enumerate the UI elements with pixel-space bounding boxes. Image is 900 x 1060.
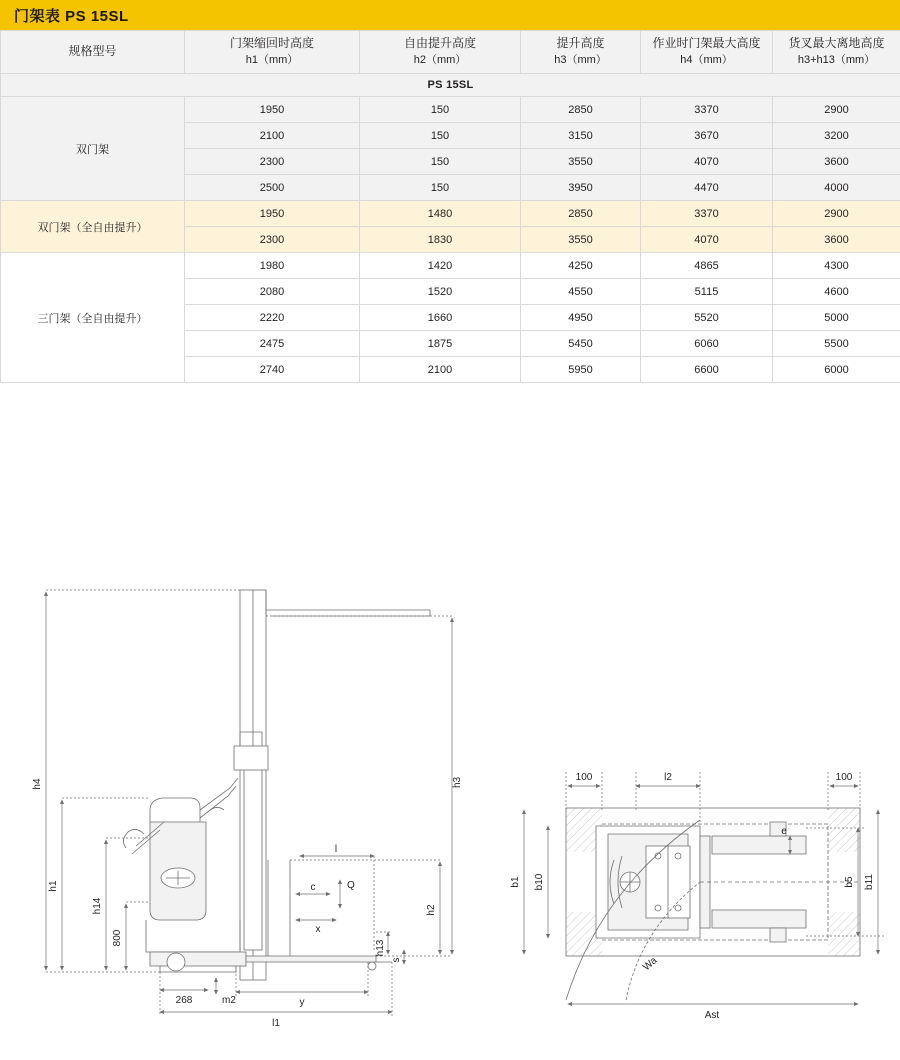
cell-h3: 2850 xyxy=(521,97,641,123)
cell-h2: 150 xyxy=(360,123,521,149)
label-x: x xyxy=(315,924,321,935)
label-l: l xyxy=(334,844,338,855)
column-header-h3: 提升高度 h3（mm） xyxy=(521,31,641,74)
side-view-group xyxy=(123,590,430,980)
cell-h3h13: 5000 xyxy=(773,305,900,331)
cell-h4: 4070 xyxy=(641,149,773,175)
cell-h2: 2100 xyxy=(360,357,521,383)
mast-specification-table xyxy=(0,30,900,383)
label-h14: h14 xyxy=(92,897,103,915)
label-b10: b10 xyxy=(534,873,545,891)
column-header-model: 规格型号 xyxy=(1,31,185,74)
label-l2: l2 xyxy=(664,772,672,783)
cell-h1: 2300 xyxy=(185,227,360,253)
cell-h3h13: 4000 xyxy=(773,175,900,201)
cell-h3: 2850 xyxy=(521,201,641,227)
cell-h3: 5950 xyxy=(521,357,641,383)
label-c: c xyxy=(310,882,316,893)
row-label-section-1: 双门架（全自由提升） xyxy=(1,201,185,253)
cell-h1: 2220 xyxy=(185,305,360,331)
table-row xyxy=(1,201,900,227)
page-title-bar xyxy=(0,0,900,30)
table-row xyxy=(1,97,900,123)
label-l1: l1 xyxy=(272,1018,280,1029)
page-title: 门架表 PS 15SL xyxy=(14,7,129,25)
label-h13: h13 xyxy=(375,939,386,957)
technical-drawing xyxy=(0,560,900,1060)
label-h4: h4 xyxy=(32,778,43,790)
cell-h3h13: 2900 xyxy=(773,97,900,123)
cell-h2: 1660 xyxy=(360,305,521,331)
cell-h3: 5450 xyxy=(521,331,641,357)
cell-h4: 5520 xyxy=(641,305,773,331)
cell-h2: 150 xyxy=(360,97,521,123)
label-s: s xyxy=(391,957,402,963)
label-b5: b5 xyxy=(844,876,855,888)
cell-h4: 6060 xyxy=(641,331,773,357)
cell-h3h13: 4300 xyxy=(773,253,900,279)
cell-h2: 1520 xyxy=(360,279,521,305)
cell-h1: 1980 xyxy=(185,253,360,279)
cell-h1: 2300 xyxy=(185,149,360,175)
table-header-row xyxy=(1,31,900,74)
cell-h2: 1830 xyxy=(360,227,521,253)
cell-h3: 3950 xyxy=(521,175,641,201)
column-header-h4: 作业时门架最大高度 h4（mm） xyxy=(641,31,773,74)
cell-h3h13: 2900 xyxy=(773,201,900,227)
cell-h2: 150 xyxy=(360,175,521,201)
column-header-h2: 自由提升高度 h2（mm） xyxy=(360,31,521,74)
cell-h2: 1420 xyxy=(360,253,521,279)
drawing-svg xyxy=(0,560,900,1060)
cell-h3h13: 5500 xyxy=(773,331,900,357)
group-label: PS 15SL xyxy=(1,74,900,97)
cell-h4: 6600 xyxy=(641,357,773,383)
cell-h1: 2100 xyxy=(185,123,360,149)
label-h2: h2 xyxy=(426,904,437,916)
label-800: 800 xyxy=(112,929,123,947)
cell-h1: 2740 xyxy=(185,357,360,383)
cell-h1: 2080 xyxy=(185,279,360,305)
cell-h4: 4865 xyxy=(641,253,773,279)
cell-h3: 4550 xyxy=(521,279,641,305)
cell-h3: 3550 xyxy=(521,227,641,253)
column-header-h1: 门架缩回时高度 h1（mm） xyxy=(185,31,360,74)
label-100-right: 100 xyxy=(835,772,853,783)
label-Ast: Ast xyxy=(704,1010,720,1021)
label-h3: h3 xyxy=(452,776,463,788)
label-m2: m2 xyxy=(222,995,236,1006)
row-label-section-0: 双门架 xyxy=(1,97,185,201)
cell-h4: 4070 xyxy=(641,227,773,253)
cell-h3: 3550 xyxy=(521,149,641,175)
cell-h1: 2475 xyxy=(185,331,360,357)
cell-h1: 1950 xyxy=(185,97,360,123)
cell-h4: 3670 xyxy=(641,123,773,149)
label-268: 268 xyxy=(175,995,193,1006)
cell-h2: 1875 xyxy=(360,331,521,357)
cell-h3h13: 4600 xyxy=(773,279,900,305)
label-y: y xyxy=(299,997,305,1008)
cell-h3: 3150 xyxy=(521,123,641,149)
top-view-group xyxy=(566,808,860,1000)
label-b1: b1 xyxy=(510,876,521,888)
label-e: e xyxy=(781,826,787,837)
column-header-h3-h13: 货叉最大离地高度 h3+h13（mm） xyxy=(773,31,900,74)
cell-h4: 4470 xyxy=(641,175,773,201)
cell-h1: 1950 xyxy=(185,201,360,227)
cell-h3: 4950 xyxy=(521,305,641,331)
cell-h3h13: 3600 xyxy=(773,227,900,253)
cell-h2: 150 xyxy=(360,149,521,175)
cell-h4: 3370 xyxy=(641,97,773,123)
cell-h3h13: 3600 xyxy=(773,149,900,175)
table-row xyxy=(1,253,900,279)
label-Wa: Wa xyxy=(641,955,660,974)
cell-h4: 5115 xyxy=(641,279,773,305)
table-group-row xyxy=(1,74,900,97)
cell-h3h13: 3200 xyxy=(773,123,900,149)
label-h1: h1 xyxy=(48,880,59,892)
cell-h3: 4250 xyxy=(521,253,641,279)
label-b11: b11 xyxy=(864,874,875,890)
label-100-left: 100 xyxy=(575,772,593,783)
cell-h3h13: 6000 xyxy=(773,357,900,383)
row-label-section-2: 三门架（全自由提升） xyxy=(1,253,185,383)
cell-h1: 2500 xyxy=(185,175,360,201)
label-Q: Q xyxy=(347,880,355,891)
cell-h2: 1480 xyxy=(360,201,521,227)
cell-h4: 3370 xyxy=(641,201,773,227)
